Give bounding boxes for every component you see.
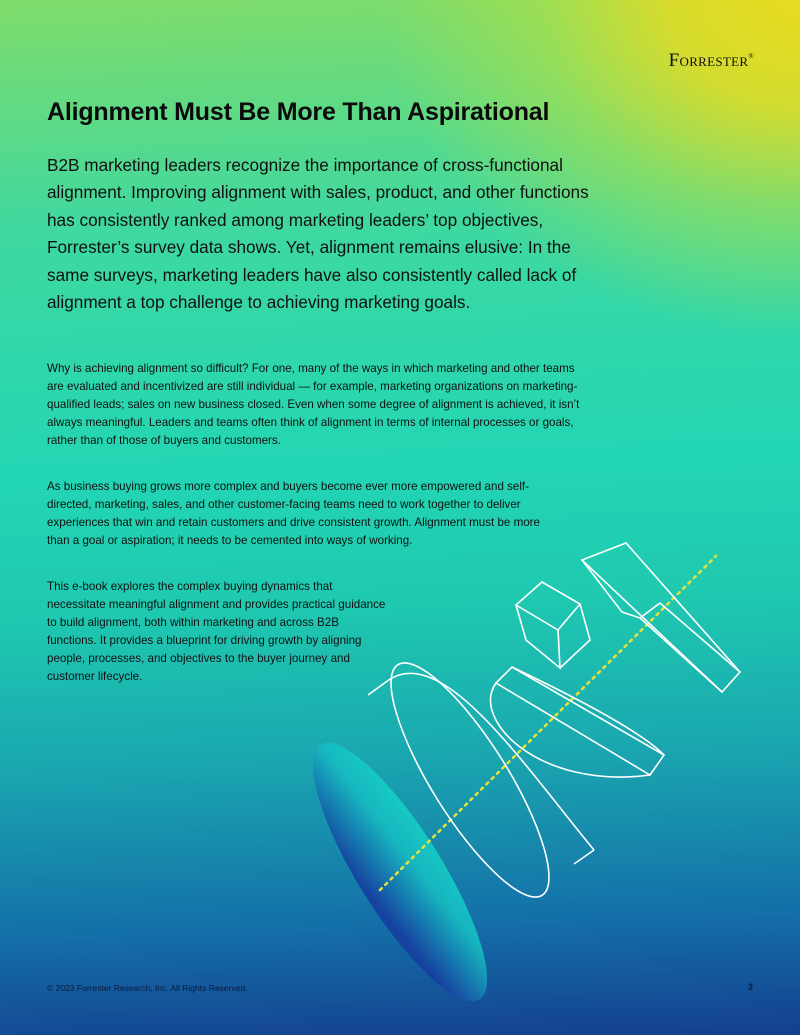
footer-copyright: © 2023 Forrester Research, Inc. All Rights Reserved. <box>47 983 248 993</box>
body-paragraph-2: As business buying grows more complex and buyers become ever more empowered and self-directed, marketing, sales, and other customer-facing teams need to work together to deliver experiences that win and retain customers and drive consistent growth. Alignment must be more than a goal or aspiration; it needs to be cemented into ways of working. <box>47 480 540 548</box>
outline-disc-top <box>582 543 740 692</box>
filled-disc <box>285 723 515 1022</box>
outline-disc-middle <box>491 667 664 777</box>
page-number: 3 <box>747 982 753 992</box>
dotted-axis-line <box>380 556 716 890</box>
page-title: Alignment Must Be More Than Aspirational <box>47 98 550 126</box>
outline-cube-segment <box>516 582 590 668</box>
body-paragraph-1: Why is achieving alignment so difficult? For one, many of the ways in which marketing and other teams are evaluated and incentivized are still individual — for example, marketing organizations on marketing-qualified leads; sales on new business closed. Even when some degree of alignment is achieved, it isn’t always meaningful. Leaders and teams often think of alignment in terms of internal processes or goals, rather than of those of buyers and customers. <box>47 362 580 448</box>
logo-text: Forrester <box>668 50 749 71</box>
lead-paragraph: B2B marketing leaders recognize the importance of cross-functional alignment. Improving alignment with sales, product, and other functions has consistently ranked among marketing leaders’ top objectives, Forrester’s survey data shows. Yet, alignment remains elusive: In the same surveys, marketing leaders have also consistently called lack of alignment a top challenge to achieving marketing goals. <box>47 155 589 313</box>
logo-registered-mark: ® <box>748 52 754 61</box>
body-paragraph-3: This e-book explores the complex buying dynamics that necessitate meaningful alignment and provides practical guidance to build alignment, both within marketing and across B2B functions. It provides a blueprint for driving growth by aligning people, processes, and objectives to the buyer journey and customer lifecycle. <box>47 580 386 684</box>
